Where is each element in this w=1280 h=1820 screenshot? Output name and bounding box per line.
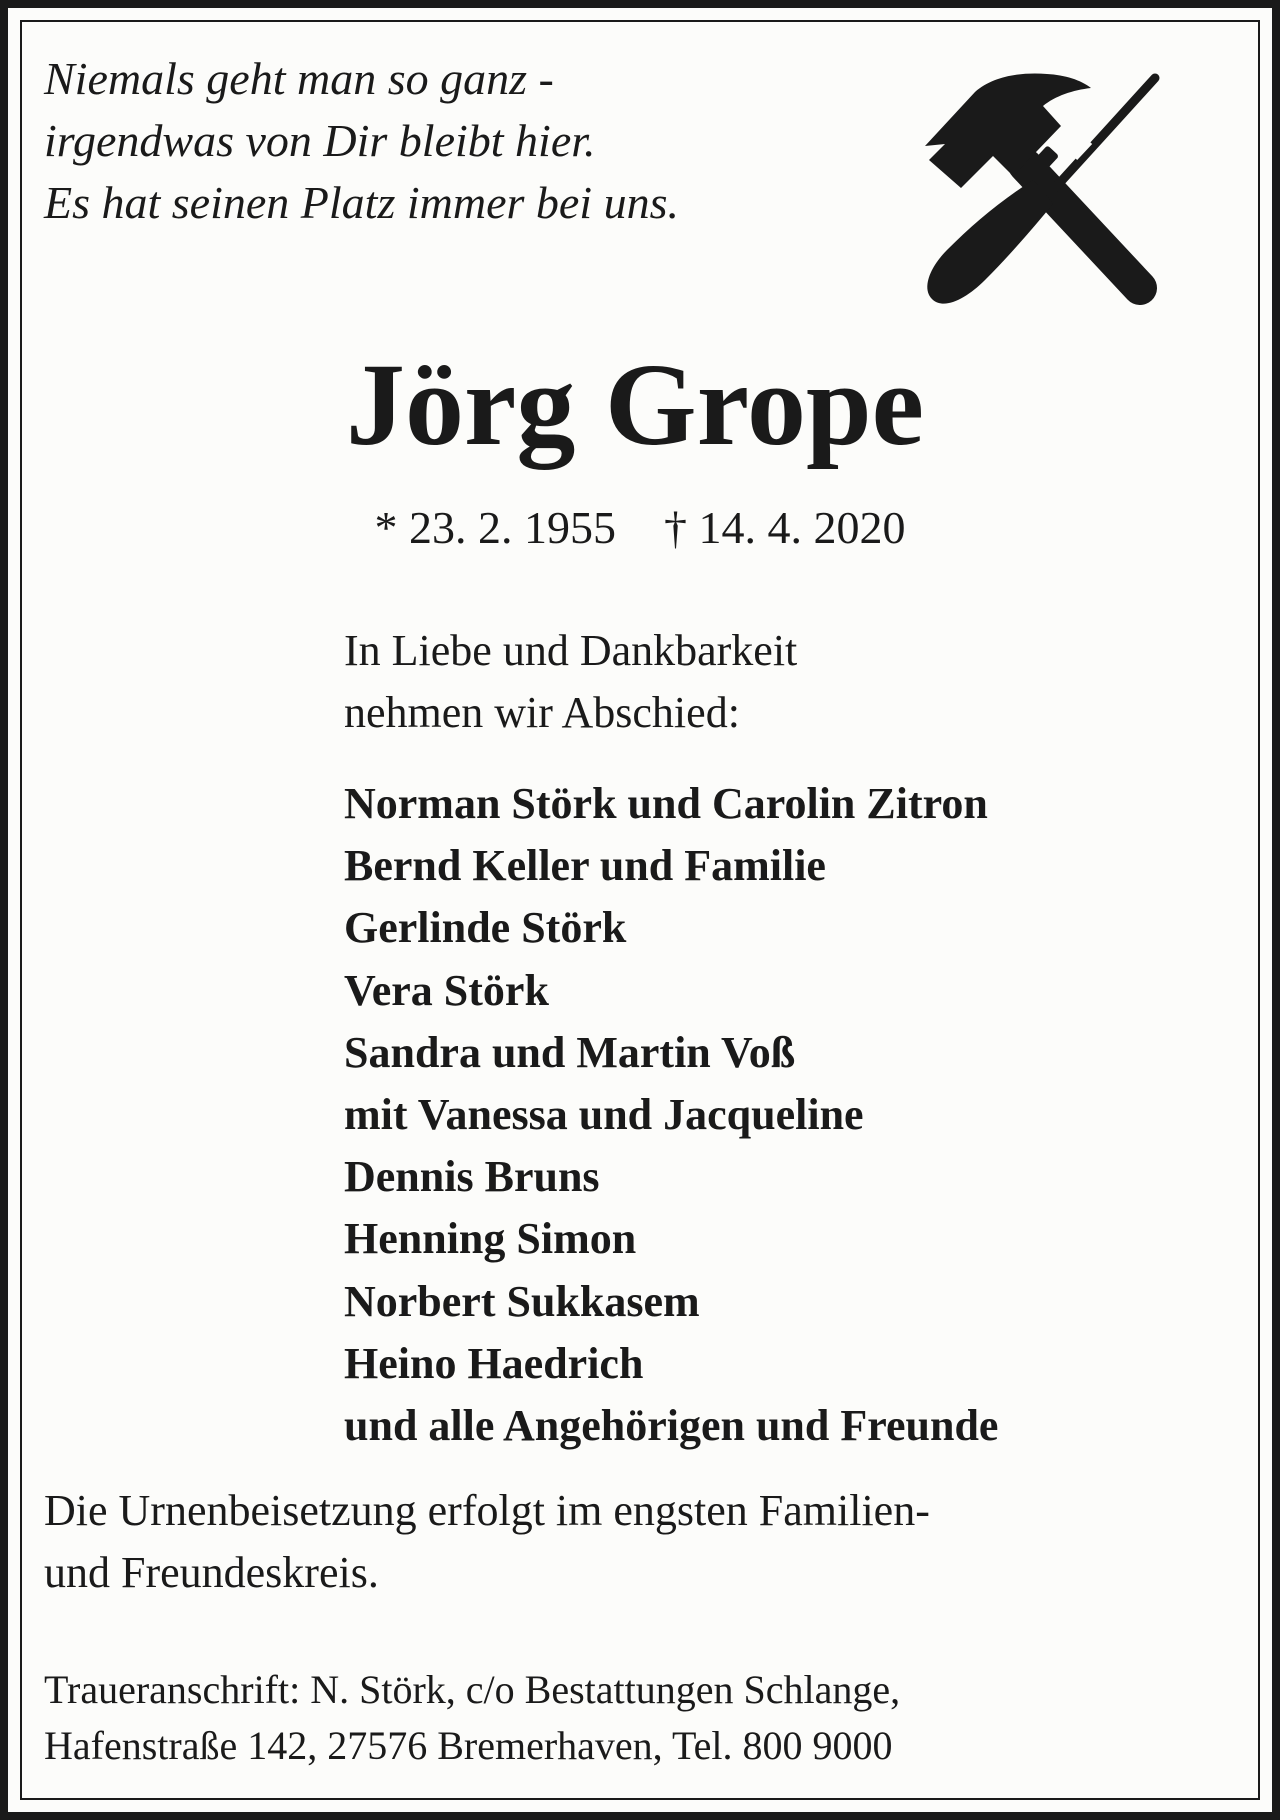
mourner-name: Norman Störk und Carolin Zitron bbox=[344, 779, 988, 828]
mourner-name: Dennis Bruns bbox=[344, 1152, 600, 1202]
address-line: Hafenstraße 142, 27576 Bremerhaven, Tel. 800 9000 bbox=[44, 1723, 893, 1768]
mourner-name: und alle Angehörigen und Freunde bbox=[344, 1401, 999, 1451]
mourner-name: Sandra und Martin Voß bbox=[344, 1027, 796, 1077]
death-date: † 14. 4. 2020 bbox=[664, 502, 906, 553]
mourner-name: Bernd Keller und Familie bbox=[344, 841, 826, 891]
quote-line: Es hat seinen Platz immer bei uns. bbox=[44, 177, 679, 228]
deceased-name: Jörg Grope bbox=[346, 339, 924, 470]
address-line: Traueranschrift: N. Störk, c/o Bestattungen Schlange, bbox=[44, 1667, 901, 1712]
mourner-name: Norbert Sukkasem bbox=[344, 1276, 700, 1326]
intro-line: In Liebe und Dankbarkeit bbox=[344, 626, 798, 675]
mourner-name: mit Vanessa und Jacqueline bbox=[344, 1090, 864, 1140]
burial-line: Die Urnenbeisetzung erfolgt im engsten Familien- bbox=[44, 1486, 930, 1535]
quote-line: Niemals geht man so ganz - bbox=[44, 53, 554, 104]
memorial-quote bbox=[44, 48, 679, 234]
mourners-list bbox=[344, 773, 998, 1457]
burial-notice bbox=[44, 1480, 930, 1604]
burial-line: und Freundeskreis. bbox=[44, 1548, 379, 1597]
condolence-address bbox=[44, 1662, 900, 1774]
quote-line: irgendwas von Dir bleibt hier. bbox=[44, 115, 596, 166]
birth-date: * 23. 2. 1955 bbox=[374, 502, 616, 553]
mourner-name: Vera Störk bbox=[344, 965, 549, 1015]
intro-line: nehmen wir Abschied: bbox=[344, 688, 740, 737]
mourner-name: Gerlinde Störk bbox=[344, 903, 627, 953]
life-dates bbox=[0, 498, 1280, 558]
mourner-name: Heino Haedrich bbox=[344, 1338, 644, 1388]
mourner-name: Henning Simon bbox=[344, 1214, 637, 1264]
farewell-intro bbox=[344, 620, 797, 744]
hammer-screwdriver-icon bbox=[915, 70, 1170, 320]
